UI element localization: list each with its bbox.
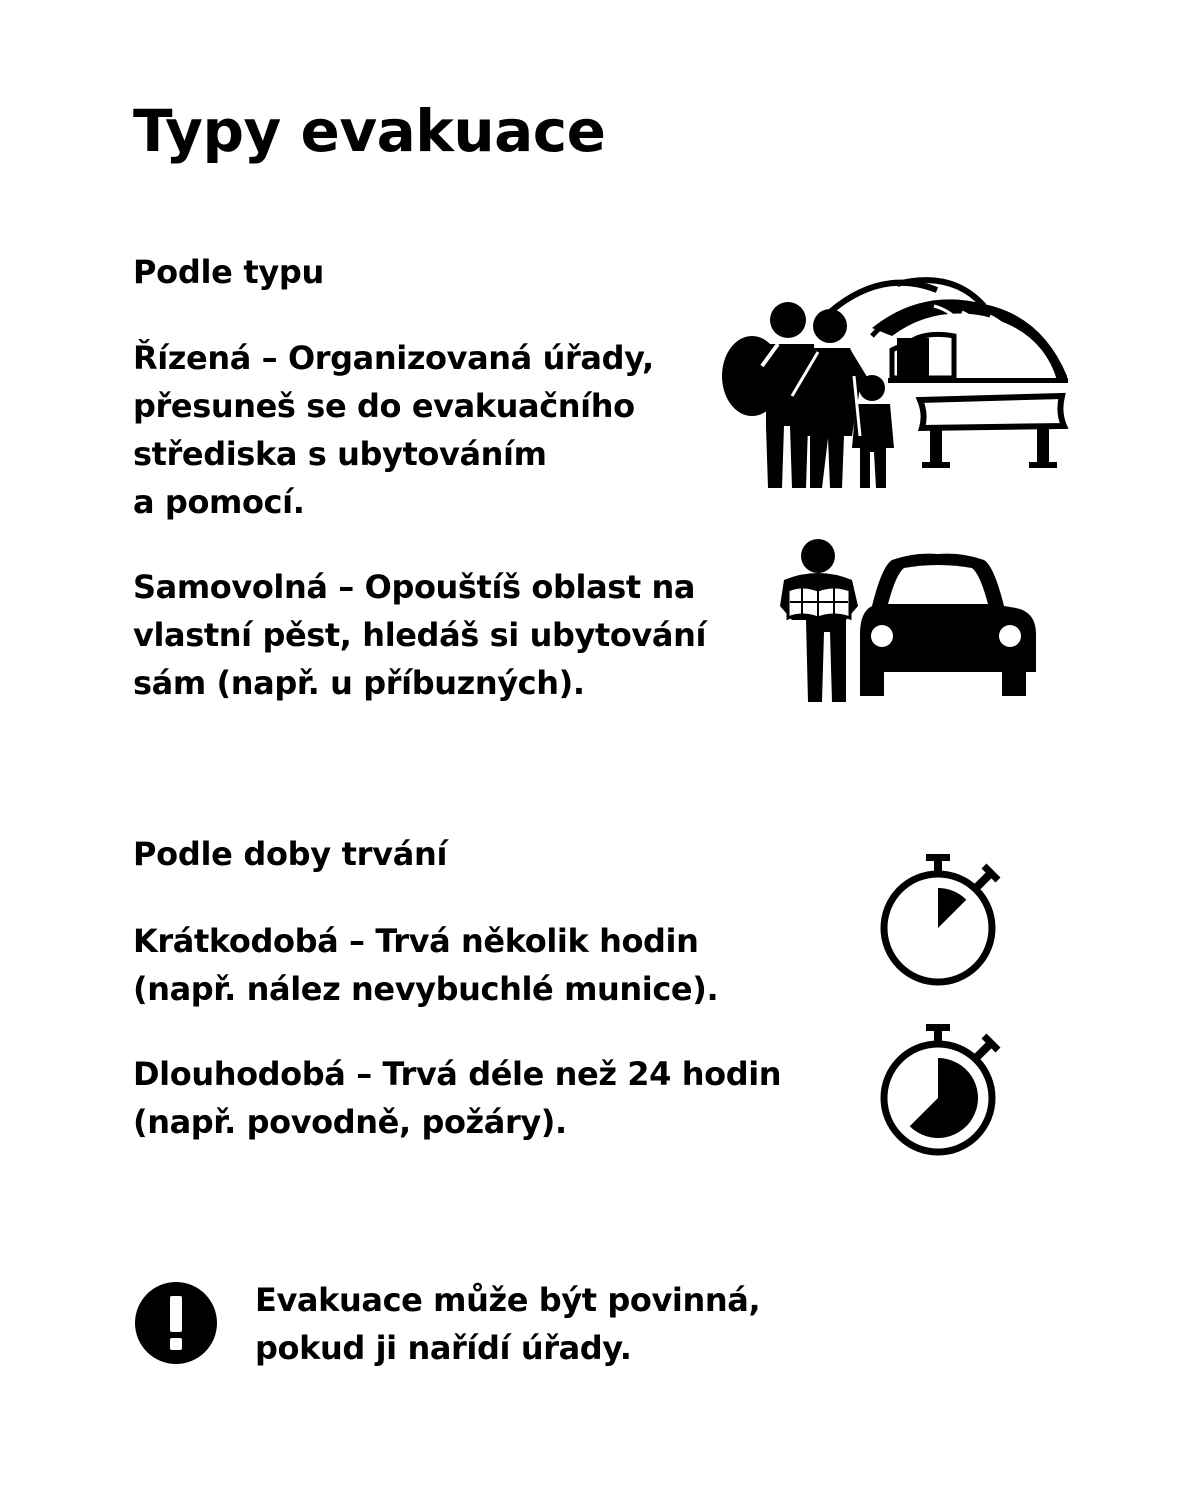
- stopwatch-long-icon: [874, 1022, 1004, 1158]
- text-line: (např. povodně, požáry).: [133, 1103, 567, 1141]
- item-managed-evacuation-text: [133, 334, 654, 526]
- section-heading-duration: Podle doby trvání: [133, 835, 448, 873]
- text-line: střediska s ubytováním: [133, 435, 547, 473]
- exclamation-icon: [135, 1282, 217, 1364]
- text-line: Krátkodobá – Trvá několik hodin: [133, 922, 699, 960]
- item-spontaneous-evacuation-text: [133, 563, 706, 707]
- text-line: pokud ji nařídí úřady.: [255, 1329, 632, 1367]
- family-shelter-icon: [722, 276, 1072, 490]
- mandatory-evacuation-note: [255, 1276, 760, 1372]
- stopwatch-short-icon: [874, 852, 1004, 988]
- person-map-car-icon: [776, 536, 1042, 706]
- text-line: (např. nález nevybuchlé munice).: [133, 970, 719, 1008]
- text-line: Řízená – Organizovaná úřady,: [133, 339, 654, 377]
- item-long-term-text: [133, 1050, 781, 1146]
- item-short-term-text: [133, 917, 718, 1013]
- text-line: a pomocí.: [133, 483, 305, 521]
- text-line: přesuneš se do evakuačního: [133, 387, 635, 425]
- section-heading-type: Podle typu: [133, 253, 325, 291]
- text-line: Evakuace může být povinná,: [255, 1281, 761, 1319]
- page-title: Typy evakuace: [133, 97, 606, 165]
- text-line: sám (např. u příbuzných).: [133, 664, 585, 702]
- text-line: Samovolná – Opouštíš oblast na: [133, 568, 696, 606]
- text-line: vlastní pěst, hledáš si ubytování: [133, 616, 707, 654]
- text-line: Dlouhodobá – Trvá déle než 24 hodin: [133, 1055, 782, 1093]
